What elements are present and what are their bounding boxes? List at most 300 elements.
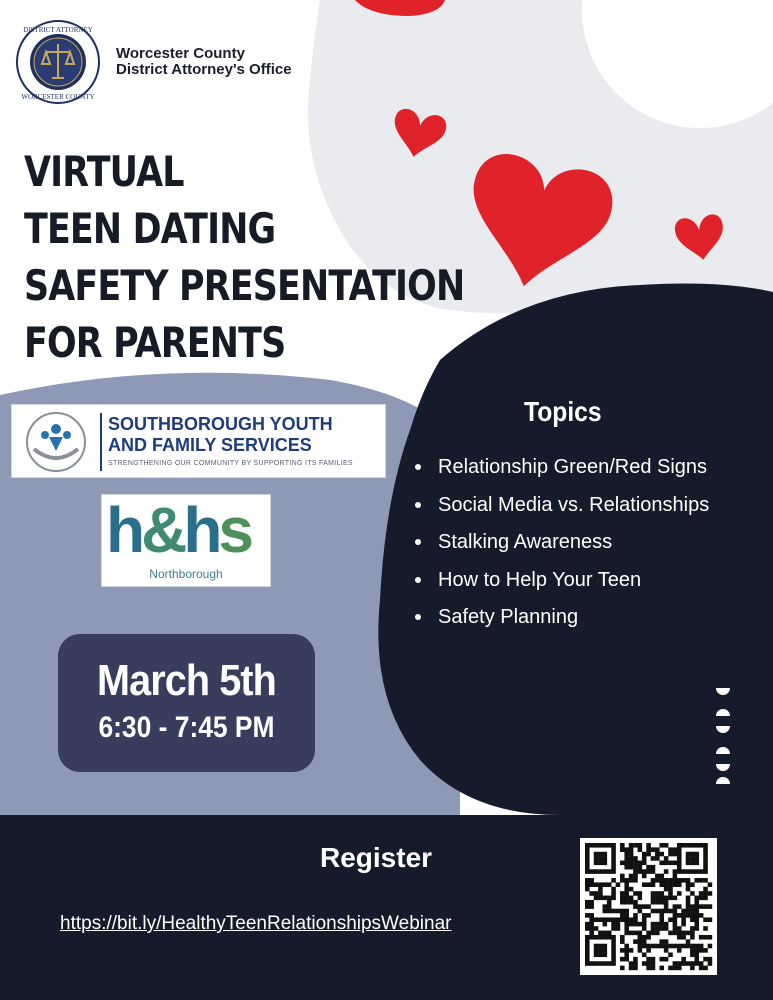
qr-module bbox=[611, 944, 616, 949]
qr-module bbox=[677, 904, 682, 909]
qr-module bbox=[633, 917, 638, 922]
qr-module bbox=[611, 865, 616, 870]
qr-module bbox=[603, 843, 608, 848]
qr-module bbox=[651, 865, 656, 870]
qr-module bbox=[620, 935, 625, 940]
hhs-letter: h bbox=[183, 494, 219, 566]
qr-module bbox=[668, 931, 673, 936]
qr-module bbox=[655, 931, 660, 936]
qr-module bbox=[668, 909, 673, 914]
qr-module bbox=[694, 957, 699, 962]
qr-module bbox=[585, 887, 590, 892]
qr-module bbox=[699, 966, 704, 971]
qr-module bbox=[620, 861, 625, 866]
qr-module bbox=[607, 961, 612, 966]
qr-module bbox=[629, 878, 634, 883]
qr-module bbox=[607, 909, 612, 914]
qr-module bbox=[594, 952, 599, 957]
qr-module bbox=[703, 869, 708, 874]
qr-module bbox=[664, 922, 669, 927]
qr-module bbox=[603, 882, 608, 887]
qr-module bbox=[633, 957, 638, 962]
qr-module bbox=[611, 917, 616, 922]
qr-module bbox=[633, 931, 638, 936]
qr-module bbox=[611, 843, 616, 848]
qr-module bbox=[690, 952, 695, 957]
qr-module bbox=[664, 900, 669, 905]
qr-module bbox=[664, 926, 669, 931]
qr-module bbox=[585, 856, 590, 861]
qr-module bbox=[668, 878, 673, 883]
qr-module bbox=[585, 944, 590, 949]
qr-module bbox=[598, 952, 603, 957]
qr-module bbox=[651, 909, 656, 914]
qr-module bbox=[646, 935, 651, 940]
qr-module bbox=[646, 931, 651, 936]
event-time: 6:30 - 7:45 PM bbox=[98, 711, 275, 744]
register-heading: Register bbox=[320, 842, 433, 873]
qr-module bbox=[611, 887, 616, 892]
qr-module bbox=[703, 861, 708, 866]
qr-module bbox=[620, 843, 625, 848]
qr-module bbox=[651, 856, 656, 861]
qr-module bbox=[603, 904, 608, 909]
qr-module bbox=[585, 957, 590, 962]
qr-module bbox=[677, 913, 682, 918]
qr-module bbox=[664, 939, 669, 944]
qr-module bbox=[673, 847, 678, 852]
qr-module bbox=[598, 852, 603, 857]
qr-module bbox=[651, 966, 656, 971]
qr-module bbox=[585, 961, 590, 966]
qr-module bbox=[651, 847, 656, 852]
qr-module bbox=[607, 900, 612, 905]
qr-module bbox=[708, 882, 713, 887]
qr-module bbox=[642, 922, 647, 927]
qr-module bbox=[611, 957, 616, 962]
qr-module bbox=[677, 882, 682, 887]
qr-module bbox=[607, 931, 612, 936]
qr-module bbox=[659, 957, 664, 962]
bullet-icon bbox=[415, 502, 421, 508]
qr-module bbox=[677, 843, 682, 848]
qr-module bbox=[646, 843, 651, 848]
qr-module bbox=[673, 852, 678, 857]
qr-module bbox=[668, 847, 673, 852]
qr-module bbox=[664, 957, 669, 962]
qr-module bbox=[694, 878, 699, 883]
qr-module bbox=[664, 861, 669, 866]
qr-module bbox=[624, 847, 629, 852]
qr-module bbox=[603, 896, 608, 901]
qr-module bbox=[607, 843, 612, 848]
office-name bbox=[116, 46, 292, 78]
qr-module bbox=[651, 922, 656, 927]
qr-module bbox=[690, 843, 695, 848]
qr-module bbox=[703, 843, 708, 848]
qr-module bbox=[677, 847, 682, 852]
northborough-hhs-logo bbox=[101, 494, 271, 587]
qr-module bbox=[611, 961, 616, 966]
qr-module bbox=[699, 896, 704, 901]
partner-name-line-1: SOUTHBOROUGH YOUTH bbox=[108, 414, 333, 434]
qr-module bbox=[585, 878, 590, 883]
qr-module bbox=[603, 856, 608, 861]
qr-module bbox=[699, 913, 704, 918]
qr-module bbox=[703, 948, 708, 953]
office-line-1: Worcester County bbox=[116, 45, 245, 62]
qr-module bbox=[594, 869, 599, 874]
qr-module bbox=[624, 891, 629, 896]
qr-module bbox=[668, 882, 673, 887]
qr-module bbox=[629, 922, 634, 927]
qr-module bbox=[694, 952, 699, 957]
qr-module bbox=[646, 966, 651, 971]
qr-module bbox=[686, 900, 691, 905]
qr-module bbox=[585, 865, 590, 870]
qr-module bbox=[690, 882, 695, 887]
qr-module bbox=[629, 852, 634, 857]
qr-module bbox=[655, 922, 660, 927]
qr-module bbox=[589, 869, 594, 874]
qr-module bbox=[651, 931, 656, 936]
qr-module bbox=[659, 966, 664, 971]
hhs-wordmark bbox=[106, 494, 250, 566]
qr-module bbox=[611, 861, 616, 866]
qr-module bbox=[686, 856, 691, 861]
qr-module bbox=[585, 882, 590, 887]
qr-module bbox=[703, 904, 708, 909]
qr-module bbox=[589, 931, 594, 936]
qr-module bbox=[655, 847, 660, 852]
qr-module bbox=[655, 891, 660, 896]
qr-module bbox=[633, 922, 638, 927]
qr-module bbox=[624, 922, 629, 927]
qr-module bbox=[607, 935, 612, 940]
qr-module bbox=[655, 909, 660, 914]
qr-module bbox=[629, 966, 634, 971]
qr-module bbox=[633, 865, 638, 870]
qr-module bbox=[703, 887, 708, 892]
qr-module bbox=[681, 931, 686, 936]
qr-module bbox=[651, 961, 656, 966]
qr-module bbox=[655, 896, 660, 901]
qr-module bbox=[624, 957, 629, 962]
qr-module bbox=[677, 931, 682, 936]
qr-module bbox=[659, 861, 664, 866]
qr-module bbox=[690, 917, 695, 922]
qr-module bbox=[616, 909, 621, 914]
qr-module bbox=[620, 896, 625, 901]
topic-item bbox=[414, 599, 709, 637]
seal-bottom-text: WORCESTER COUNTY bbox=[21, 93, 95, 101]
qr-module bbox=[694, 856, 699, 861]
qr-module bbox=[651, 900, 656, 905]
qr-module bbox=[629, 896, 634, 901]
topic-label: Stalking Awareness bbox=[438, 531, 613, 553]
bullet-icon bbox=[415, 577, 421, 583]
qr-module bbox=[594, 891, 599, 896]
partner-tagline: STRENGTHENING OUR COMMUNITY BY SUPPORTING ITS FAMILIES bbox=[108, 460, 353, 467]
qr-module bbox=[594, 861, 599, 866]
qr-module bbox=[708, 935, 713, 940]
qr-module bbox=[642, 904, 647, 909]
qr-module bbox=[598, 935, 603, 940]
qr-module bbox=[677, 869, 682, 874]
qr-module bbox=[673, 882, 678, 887]
qr-module bbox=[681, 957, 686, 962]
qr-module bbox=[694, 861, 699, 866]
qr-module bbox=[624, 909, 629, 914]
qr-module bbox=[620, 957, 625, 962]
qr-module bbox=[611, 869, 616, 874]
qr-module bbox=[642, 874, 647, 879]
hhs-letter: s bbox=[218, 494, 250, 566]
qr-module bbox=[651, 896, 656, 901]
qr-module bbox=[633, 869, 638, 874]
qr-module bbox=[611, 935, 616, 940]
qr-module bbox=[642, 882, 647, 887]
qr-module bbox=[589, 961, 594, 966]
qr-module bbox=[708, 917, 713, 922]
title-line: SAFETY PRESENTATION bbox=[24, 261, 465, 310]
qr-module bbox=[690, 909, 695, 914]
qr-module bbox=[629, 856, 634, 861]
qr-module bbox=[585, 926, 590, 931]
register-link[interactable]: https://bit.ly/HealthyTeenRelationshipsWebinar bbox=[60, 913, 452, 934]
qr-module bbox=[607, 869, 612, 874]
qr-module bbox=[690, 861, 695, 866]
qr-module bbox=[642, 869, 647, 874]
qr-module bbox=[699, 878, 704, 883]
qr-module bbox=[603, 861, 608, 866]
qr-module bbox=[686, 904, 691, 909]
qr-module bbox=[668, 917, 673, 922]
qr-module bbox=[668, 861, 673, 866]
qr-module bbox=[690, 852, 695, 857]
qr-module bbox=[598, 887, 603, 892]
qr-module bbox=[651, 944, 656, 949]
qr-module bbox=[699, 904, 704, 909]
qr-module bbox=[598, 891, 603, 896]
qr-module bbox=[681, 917, 686, 922]
qr-module bbox=[585, 913, 590, 918]
qr-module bbox=[703, 896, 708, 901]
bullet-icon bbox=[415, 464, 421, 470]
qr-module bbox=[664, 882, 669, 887]
qr-module bbox=[594, 896, 599, 901]
qr-module bbox=[616, 917, 621, 922]
qr-module bbox=[659, 913, 664, 918]
qr-module bbox=[598, 856, 603, 861]
qr-module bbox=[629, 961, 634, 966]
qr-module bbox=[699, 961, 704, 966]
qr-module bbox=[690, 869, 695, 874]
qr-module bbox=[607, 896, 612, 901]
qr-module bbox=[646, 882, 651, 887]
qr-module bbox=[664, 896, 669, 901]
qr-module bbox=[690, 935, 695, 940]
qr-module bbox=[677, 852, 682, 857]
qr-module bbox=[638, 891, 643, 896]
qr-module bbox=[664, 869, 669, 874]
qr-module bbox=[681, 922, 686, 927]
qr-module bbox=[686, 909, 691, 914]
qr-module bbox=[642, 856, 647, 861]
qr-module bbox=[611, 847, 616, 852]
qr-module bbox=[611, 922, 616, 927]
qr-module bbox=[633, 904, 638, 909]
qr-module bbox=[598, 861, 603, 866]
qr-module bbox=[694, 926, 699, 931]
qr-module bbox=[611, 948, 616, 953]
qr-module bbox=[611, 896, 616, 901]
qr-module bbox=[655, 900, 660, 905]
qr-module bbox=[585, 922, 590, 927]
qr-module bbox=[651, 891, 656, 896]
qr-module bbox=[664, 856, 669, 861]
qr-module bbox=[611, 939, 616, 944]
qr-module bbox=[624, 882, 629, 887]
qr-module bbox=[659, 896, 664, 901]
qr-module bbox=[673, 944, 678, 949]
qr-module bbox=[646, 865, 651, 870]
topic-label: Relationship Green/Red Signs bbox=[438, 456, 708, 478]
qr-module bbox=[673, 874, 678, 879]
qr-module bbox=[659, 878, 664, 883]
qr-module bbox=[664, 909, 669, 914]
qr-module bbox=[624, 900, 629, 905]
qr-module bbox=[620, 966, 625, 971]
qr-module bbox=[629, 887, 634, 892]
qr-module bbox=[585, 952, 590, 957]
qr-module bbox=[673, 869, 678, 874]
qr-module bbox=[620, 900, 625, 905]
qr-module bbox=[594, 948, 599, 953]
qr-module bbox=[629, 861, 634, 866]
qr-module bbox=[589, 882, 594, 887]
qr-module bbox=[686, 882, 691, 887]
qr-module bbox=[607, 882, 612, 887]
qr-module bbox=[703, 935, 708, 940]
registration-qr-code[interactable] bbox=[580, 838, 717, 975]
qr-module bbox=[585, 843, 590, 848]
qr-module bbox=[681, 961, 686, 966]
qr-module bbox=[638, 843, 643, 848]
qr-module bbox=[686, 852, 691, 857]
qr-module bbox=[646, 904, 651, 909]
decorative-dots-icon bbox=[712, 686, 734, 786]
qr-module bbox=[659, 944, 664, 949]
qr-module bbox=[620, 909, 625, 914]
qr-module bbox=[589, 922, 594, 927]
qr-module bbox=[686, 944, 691, 949]
qr-module bbox=[646, 948, 651, 953]
qr-module bbox=[633, 939, 638, 944]
qr-module bbox=[629, 917, 634, 922]
qr-module bbox=[668, 852, 673, 857]
qr-module bbox=[673, 966, 678, 971]
qr-module bbox=[673, 922, 678, 927]
qr-module bbox=[616, 922, 621, 927]
qr-module bbox=[633, 861, 638, 866]
qr-module bbox=[611, 909, 616, 914]
qr-module bbox=[668, 944, 673, 949]
qr-module bbox=[638, 939, 643, 944]
qr-module bbox=[585, 861, 590, 866]
qr-module bbox=[686, 961, 691, 966]
event-date-box bbox=[58, 634, 315, 772]
qr-module bbox=[603, 869, 608, 874]
office-line-2: District Attorney's Office bbox=[116, 61, 292, 78]
qr-module bbox=[585, 900, 590, 905]
qr-module bbox=[629, 900, 634, 905]
qr-module bbox=[677, 891, 682, 896]
qr-module bbox=[598, 931, 603, 936]
qr-module bbox=[681, 878, 686, 883]
qr-module bbox=[629, 874, 634, 879]
qr-module bbox=[659, 891, 664, 896]
qr-module bbox=[673, 961, 678, 966]
qr-module bbox=[681, 843, 686, 848]
qr-module bbox=[603, 952, 608, 957]
qr-module bbox=[642, 952, 647, 957]
qr-module bbox=[638, 909, 643, 914]
qr-module bbox=[616, 882, 621, 887]
qr-module bbox=[655, 944, 660, 949]
event-date: March 5th bbox=[97, 656, 276, 705]
qr-module bbox=[620, 913, 625, 918]
qr-module bbox=[594, 926, 599, 931]
qr-module bbox=[594, 944, 599, 949]
partner-name-line-2: AND FAMILY SERVICES bbox=[108, 435, 312, 455]
qr-module bbox=[673, 861, 678, 866]
qr-module bbox=[633, 874, 638, 879]
qr-module bbox=[624, 887, 629, 892]
qr-module bbox=[642, 852, 647, 857]
qr-module bbox=[646, 869, 651, 874]
qr-module bbox=[642, 961, 647, 966]
qr-module bbox=[594, 856, 599, 861]
topics-list bbox=[414, 449, 709, 637]
qr-module bbox=[642, 861, 647, 866]
seal-icon bbox=[16, 20, 100, 104]
qr-module bbox=[655, 878, 660, 883]
qr-module bbox=[681, 944, 686, 949]
qr-module bbox=[699, 935, 704, 940]
qr-module bbox=[585, 852, 590, 857]
qr-module bbox=[598, 917, 603, 922]
qr-module bbox=[642, 926, 647, 931]
qr-module bbox=[694, 909, 699, 914]
topic-label: Social Media vs. Relationships bbox=[438, 493, 710, 516]
qr-module bbox=[598, 961, 603, 966]
qr-module bbox=[620, 878, 625, 883]
qr-module bbox=[624, 931, 629, 936]
qr-module bbox=[607, 904, 612, 909]
qr-module bbox=[638, 896, 643, 901]
qr-module bbox=[646, 913, 651, 918]
qr-module bbox=[659, 843, 664, 848]
qr-module bbox=[659, 852, 664, 857]
qr-module bbox=[694, 922, 699, 927]
qr-module bbox=[646, 961, 651, 966]
qr-module bbox=[651, 926, 656, 931]
qr-module bbox=[681, 869, 686, 874]
qr-module bbox=[646, 852, 651, 857]
qr-module bbox=[655, 856, 660, 861]
qr-module bbox=[594, 882, 599, 887]
